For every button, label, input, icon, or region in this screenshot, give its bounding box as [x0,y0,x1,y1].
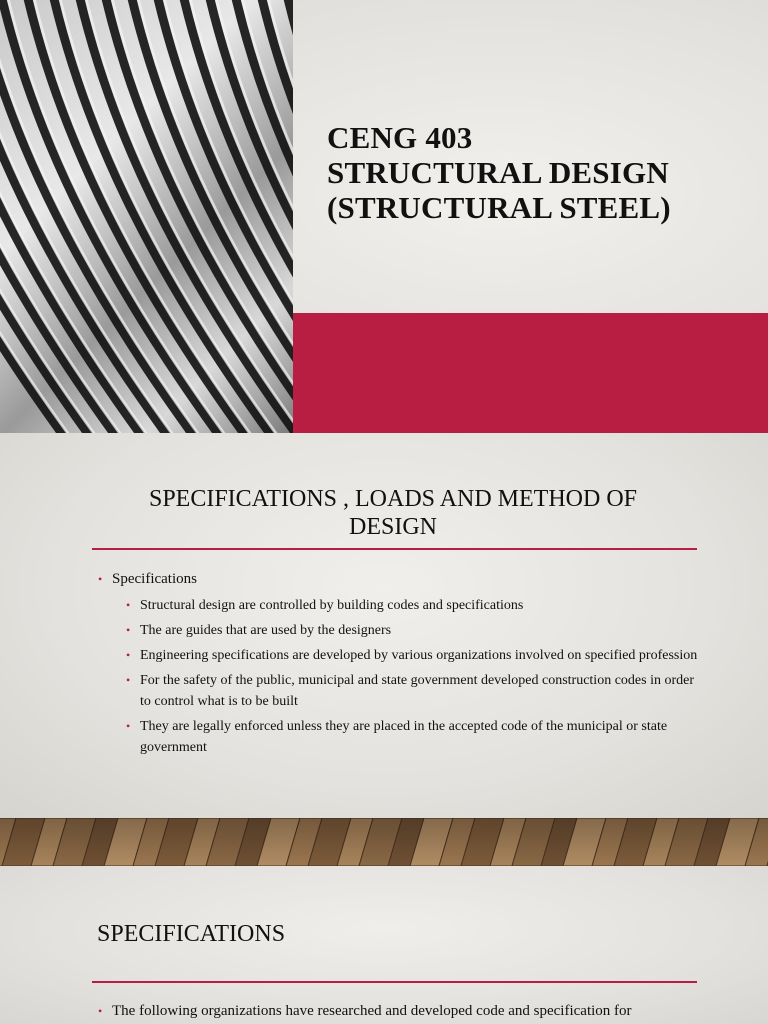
title-line-2: DESIGN [349,514,437,540]
slide-title: SPECIFICATIONS [97,921,286,947]
bullet-icon: • [126,598,131,612]
title-line-2: STRUCTURAL DESIGN [327,155,669,190]
title-line-1: SPECIFICATIONS , LOADS AND METHOD OF [148,486,638,512]
title-divider [92,548,697,550]
bullet-list [98,1002,718,1024]
bullet-icon: • [126,648,131,662]
title-line-1: CENG 403 [327,120,473,155]
title-slide [0,0,768,433]
title-line-3: (STRUCTURAL STEEL) [327,190,671,225]
bullet-icon: • [98,572,103,586]
bullet-list [98,570,698,762]
sub-bullet-item: • Engineering specifications are developed by various organizations involved on specified profession [98,645,698,666]
specifications-loads-slide [0,433,768,818]
bullet-icon: • [126,719,131,733]
slide-title [327,120,671,225]
bullet-item: • Specifications [98,571,197,587]
bullet-icon: • [98,1004,103,1018]
sub-bullet-item: • Structural design are controlled by building codes and specifications [98,595,698,616]
accent-band [293,313,768,433]
bullet-item: • The following organizations have researched and developed code and specification for [98,1003,632,1019]
specifications-slide [0,866,768,1024]
sub-bullet-item: • The are guides that are used by the designers [98,620,698,641]
steel-coil-image [0,0,293,433]
bullet-icon: • [126,673,131,687]
slide-title [90,485,696,541]
wood-floor-strip [0,818,768,866]
bullet-icon: • [126,623,131,637]
sub-bullet-item: • They are legally enforced unless they are placed in the accepted code of the municipal or state government [98,716,698,758]
title-divider [92,981,697,983]
sub-bullet-item: • For the safety of the public, municipal and state government developed construction codes in order to control what is to be built [98,670,698,712]
